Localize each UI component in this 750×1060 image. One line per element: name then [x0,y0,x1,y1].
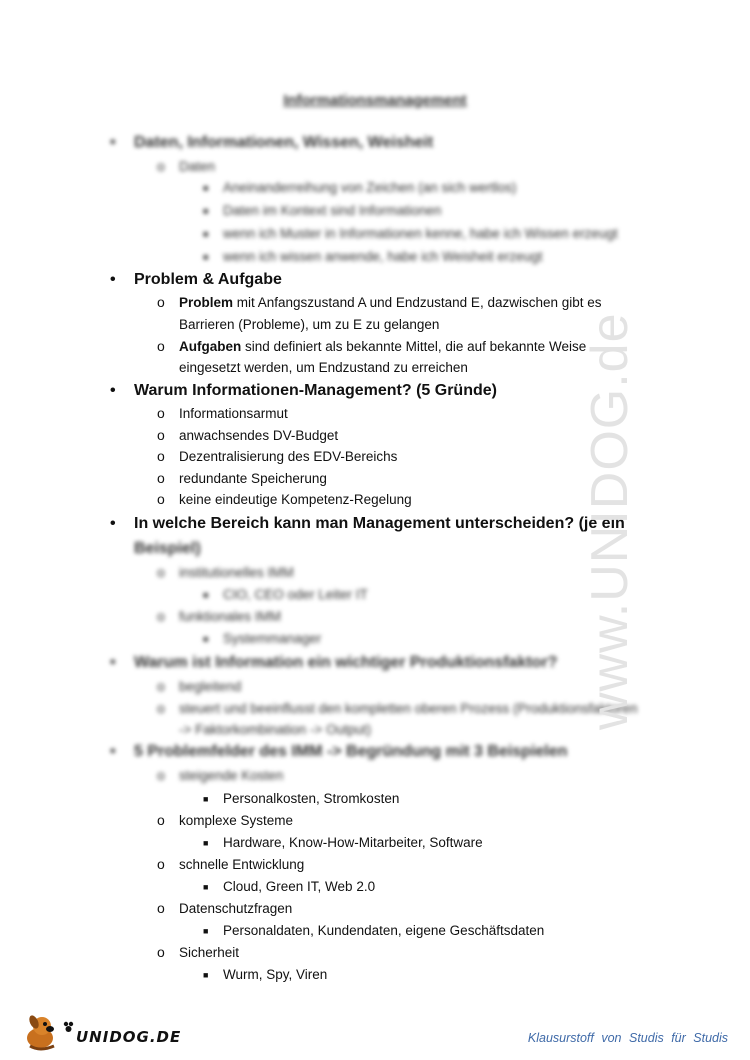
logo-text: UNIDOG.DE [76,1028,182,1046]
unidog-logo [20,1012,182,1052]
document-title: Informationsmanagement [283,92,467,109]
watermark-text: www.UNIDOG.de [581,312,639,730]
document-page: Informationsmanagement • Daten, Informationen, Wissen, Weisheit o Daten ■ Aneinanderreihung von Zeichen (an sich wertlos) ■ Daten im Kontext sind Informationen ■ wenn ich Muster in Informationen kenne, habe ich Wissen erzeugt ■ wenn ich wissen anwende, habe ich Weisheit erzeugt • Problem & Aufgabe o Problem mit Anfangszustand A und Endzustand E, dazwischen gibt es Barrieren (Probleme), um zu E zu gelangen o Aufgaben sind definiert als bekannte Mittel, die auf bekannte Weise eingesetzt werden, um Endzustand zu erreichen • Warum Informationen-Management? (5 Gründe) o Informationsarmut o anwachsendes DV-Budget o Dezentralisierung des EDV-Bereichs o redundante Speicherung o keine eindeutige Kompetenz-Regelung • In welche Bereich kann man Management unterscheiden? (je ein Beispiel) o institutionelles IMM ■ CIO, CEO oder Leiter IT o funktionales IMM ■ Systemmanager • Warum ist Information ein wichtiger Produktionsfaktor? o begleitend o steuert und beeinflusst den kompletten oberen Prozess (Produktionsfaktoren -> Faktorkombination -> Output) • 5 Problemfelder des IMM -> Begründung mit 3 Beispielen o steigende Kosten ■ Personalkosten, Stromkosten o komplexe Systeme ■ Hardware, Know-How-Mitarbeiter, Software o schnelle Entwicklung ■ Cloud, Green IT, Web 2.0 o Datenschutzfragen ■ Personaldaten, Kundendaten, eigene Geschäftsdaten o Sicherheit ■ Wurm, Spy, Viren www.UNIDOG.de UNIDOG.DE Klausurstoff von Studis für Studis [0,0,750,1060]
continuation-line: Barrieren (Probleme), um zu E zu gelangen [179,317,440,332]
footer-slogan: Klausurstoff von Studis für Studis [527,1031,728,1045]
dog-mascot-icon [20,1012,76,1052]
continuation-line: -> Faktorkombination -> Output) [179,722,372,737]
bullet-marker: • [110,134,116,151]
bullet-text: Daten, Informationen, Wissen, Weisheit [134,134,434,151]
continuation-line: Beispiel) [134,540,201,557]
continuation-line: eingesetzt werden, um Endzustand zu erreichen [179,360,468,375]
